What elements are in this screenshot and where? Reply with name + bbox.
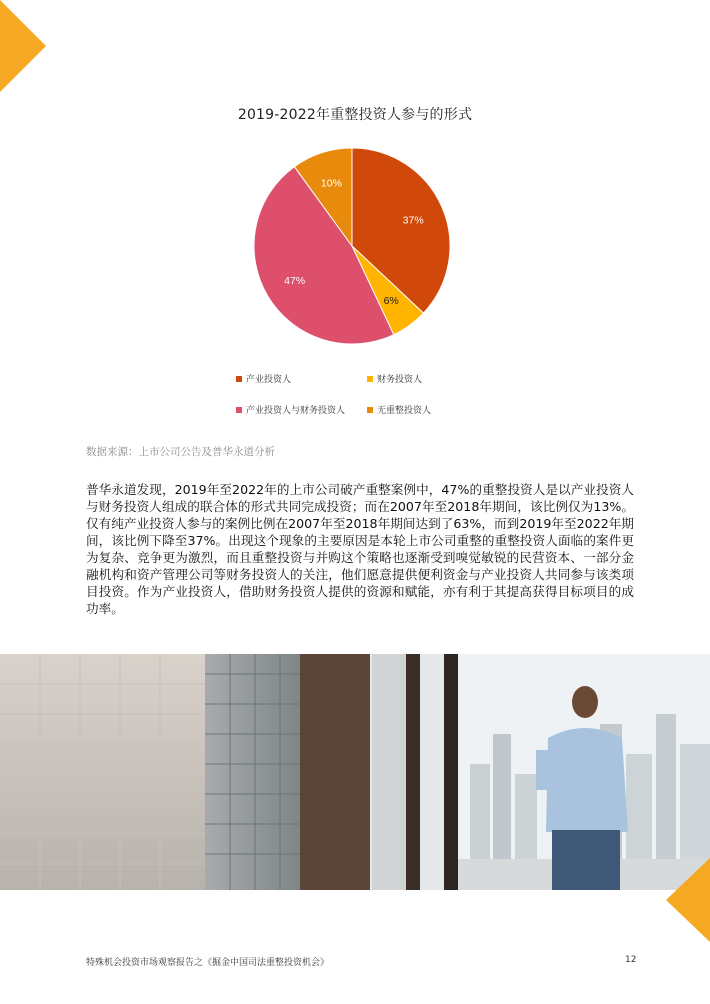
pie-data-label-combined: 47% — [284, 274, 306, 287]
legend-swatch — [367, 407, 373, 413]
legend-swatch — [236, 407, 242, 413]
legend-item-combined — [236, 403, 345, 416]
legend-item-financial — [367, 372, 422, 385]
body-paragraph: 普华永道发现，2019年至2022年的上市公司破产重整案例中，47%的重整投资人是以产业投资人与财务投资人组成的联合体的形式共同完成投资；而在2007年至2018年期间，该比例仅为13%。仅有纯产业投资人参与的案例比例在2007年至2018年期间达到了63%，而到2019年至2022年期间，该比例下降至37%。出现这个现象的主要原因是本轮上市公司重整的重整投资人面临的案件更为复杂、竞争更为激烈，而且重整投资与并购这个策略也逐渐受到嗅觉敏锐的民营资本、一部分金融机构和资产管理公司等财务投资人的关注，他们愿意提供便利资金与产业投资人共同参与该类项目投资。作为产业投资人，借助财务投资人提供的资源和赋能，亦有利于其提高获得目标项目的成功率。 — [86, 482, 634, 616]
legend-label: 无重整投资人 — [377, 406, 432, 416]
legend-swatch — [236, 376, 242, 382]
data-source-note: 数据来源：上市公司公告及普华永道分析 — [86, 446, 275, 458]
footer-page-number: 12 — [625, 955, 637, 965]
pie-data-label-industrial: 37% — [402, 214, 424, 227]
pie-chart — [246, 140, 458, 352]
corner-triangle-top-left — [0, 0, 48, 92]
footer-report-title: 特殊机会投资市场观察报告之《掘金中国司法重整投资机会》 — [86, 958, 330, 968]
office-city-photo — [0, 654, 710, 890]
legend-item-none — [367, 403, 431, 416]
legend-swatch — [367, 376, 373, 382]
corner-triangle-bottom-right — [666, 858, 710, 954]
chart-title: 2019-2022年重整投资人参与的形式 — [237, 107, 473, 123]
legend-label: 财务投资人 — [377, 375, 423, 385]
legend-label: 产业投资人 — [246, 375, 292, 385]
legend-label: 产业投资人与财务投资人 — [246, 406, 346, 416]
legend-item-industrial — [236, 372, 291, 385]
pie-data-label-financial: 6% — [383, 294, 399, 307]
pie-data-label-none: 10% — [320, 177, 342, 190]
